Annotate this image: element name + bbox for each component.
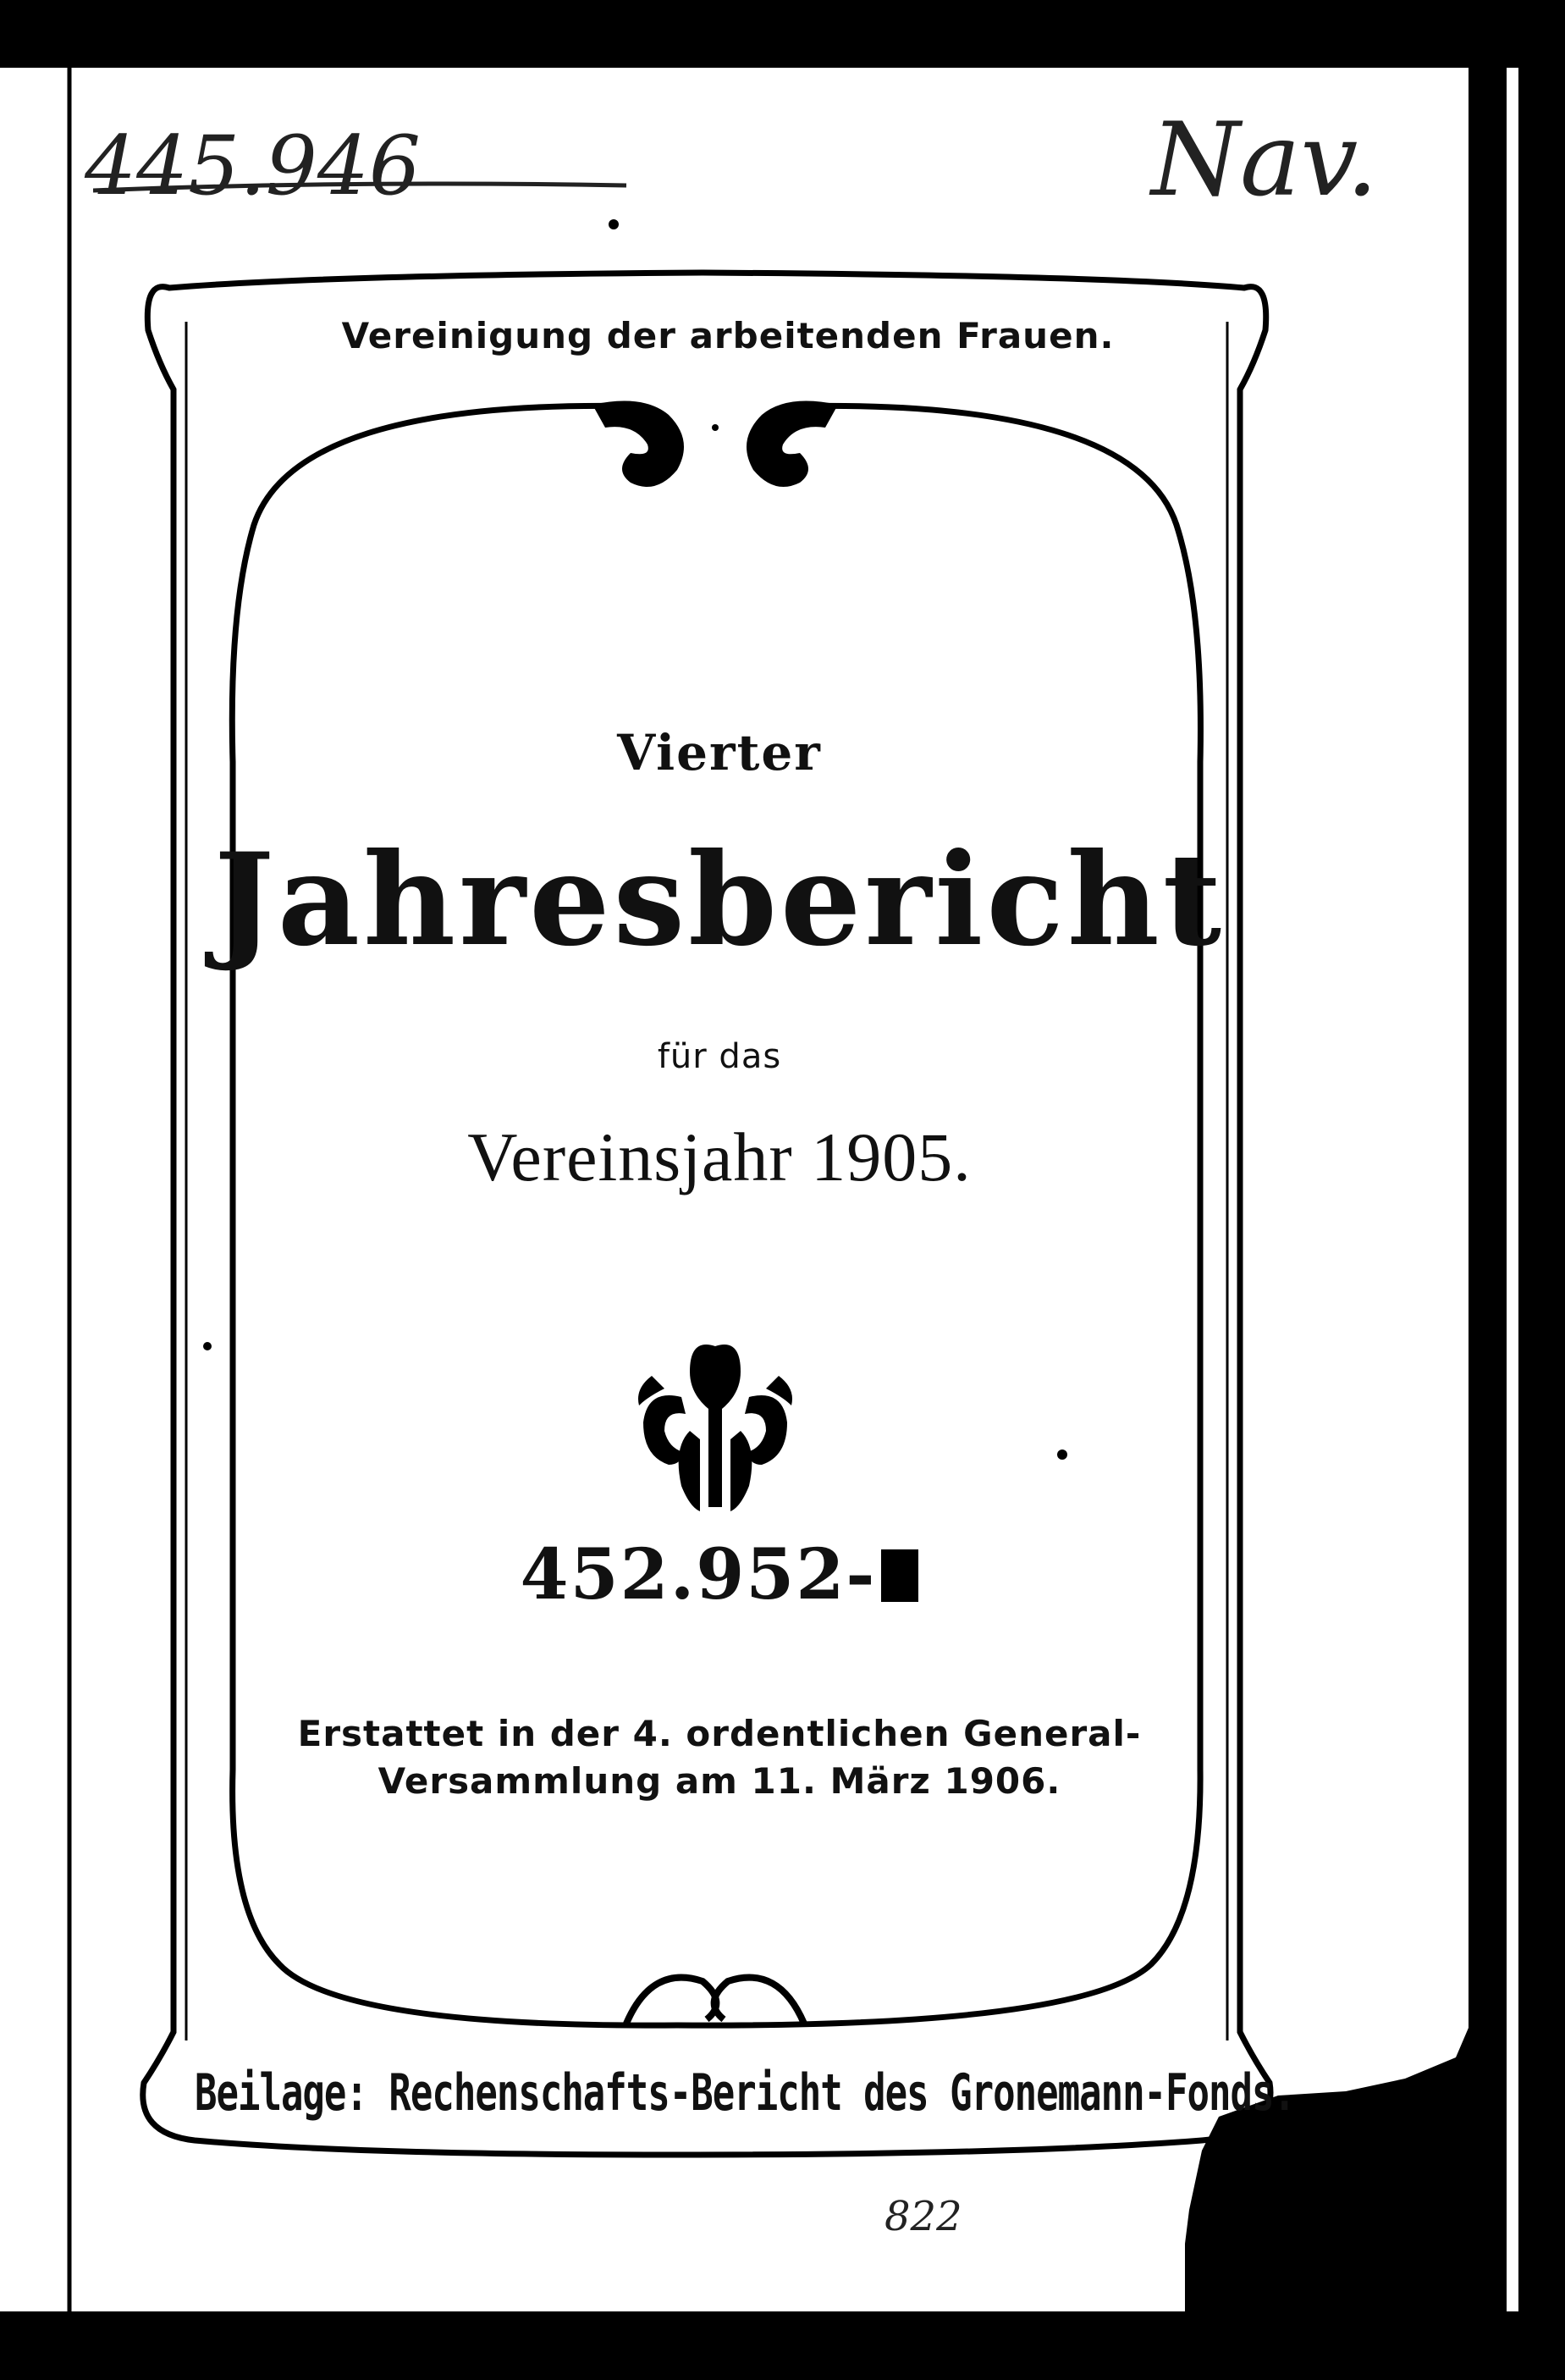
outer-frame (143, 273, 1270, 2155)
top-ornament (592, 401, 838, 487)
reported-line-2: Versammlung am 11. März 1906. (377, 1760, 1061, 1802)
bottom-ornament (626, 1978, 804, 2024)
stamped-inventory-number (169, 1534, 1270, 1615)
handwritten-note: Nav. (1151, 102, 1379, 219)
for-the-line: für das (657, 1037, 782, 1076)
report-ordinal: Vierter (617, 724, 822, 781)
right-gap (1507, 68, 1518, 2311)
reported-line-1: Erstattet in der 4. ordentlichen General- (297, 1713, 1142, 1754)
organization-name: Vereinigung der arbeitenden Frauen. (341, 315, 1115, 356)
fleuron-ornament (631, 1338, 800, 1524)
speck (1057, 1450, 1067, 1460)
speck (203, 1342, 212, 1350)
strike-through-line (93, 174, 635, 207)
stamp-number-text: 452.952- (520, 1534, 877, 1615)
bottom-scan-edge (0, 2311, 1565, 2380)
association-year: Vereinsjahr 1905. (467, 1118, 972, 1196)
supplement-note: Beilage: Rechenschafts-Bericht des Gronemann-Fonds. (194, 2064, 1295, 2123)
speck (609, 219, 619, 229)
top-scan-edge (0, 0, 1565, 68)
handwritten-bottom-number: 822 (884, 2193, 962, 2240)
report-title: Jahresbericht (213, 826, 1226, 975)
reported-at-statement (169, 1710, 1270, 1805)
handwritten-catalog-number: 445.946 (85, 119, 421, 213)
stamp-ink-block (881, 1549, 918, 1602)
